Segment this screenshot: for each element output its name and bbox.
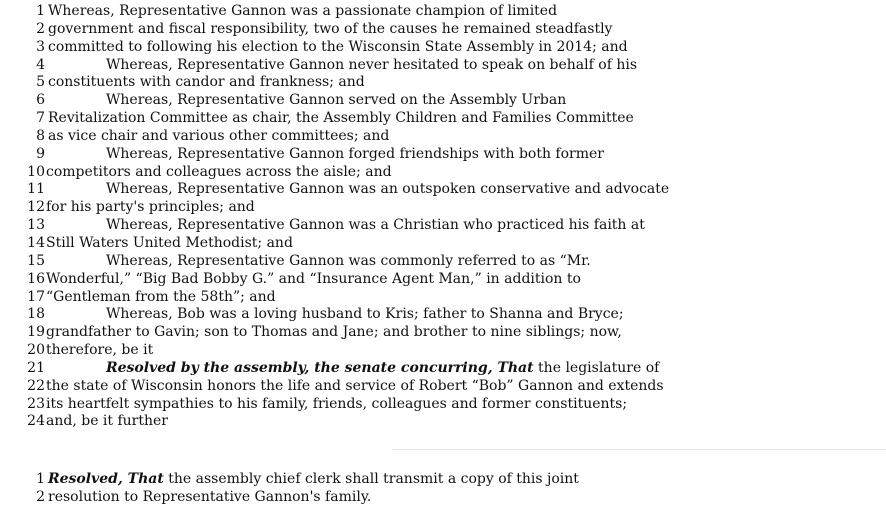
line	[24, 164, 874, 182]
line-text: Whereas, Representative Gannon served on the Assembly Urban	[106, 92, 567, 109]
line	[24, 396, 874, 414]
resolved-clause: Resolved by the assembly, the senate concurring, That	[106, 359, 534, 376]
line-number: 17	[27, 288, 45, 305]
line-text	[45, 471, 579, 489]
line	[24, 3, 874, 21]
line	[24, 146, 874, 164]
line-number: 15	[27, 252, 45, 269]
resolved-clause: Resolved, That	[48, 471, 164, 487]
line	[24, 199, 874, 217]
line	[24, 217, 874, 235]
line-text: “Gentleman from the 58th”; and	[46, 288, 276, 305]
line-number: 19	[27, 324, 45, 341]
line	[24, 235, 874, 253]
line	[24, 471, 874, 489]
line-text: Whereas, Bob was a loving husband to Kris; father to Shanna and Bryce;	[106, 306, 624, 323]
line	[24, 110, 874, 128]
line-number: 13	[27, 217, 45, 234]
line-number: 18	[27, 306, 45, 323]
line	[24, 489, 874, 507]
line-text: the state of Wisconsin honors the life and service of Robert “Bob” Gannon and extends	[46, 377, 664, 394]
line	[24, 74, 874, 92]
line-text: Whereas, Representative Gannon never hesitated to speak on behalf of his	[106, 56, 638, 73]
line-text: resolution to Representative Gannon's family.	[48, 488, 372, 505]
line	[24, 342, 874, 360]
line-number: 21	[27, 359, 45, 376]
line-number: 11	[27, 181, 45, 198]
line-number: 3	[36, 38, 45, 55]
line-number: 16	[27, 270, 45, 287]
line-text	[45, 360, 659, 378]
line-text: committed to following his election to the Wisconsin State Assembly in 2014; and	[48, 38, 628, 55]
line-text: government and fiscal responsibility, two of the causes he remained steadfastly	[48, 20, 613, 37]
line-text: competitors and colleagues across the aisle; and	[46, 163, 392, 180]
line-number: 8	[36, 127, 45, 144]
line-number: 9	[36, 145, 45, 162]
line-text: and, be it further	[46, 413, 168, 430]
section-divider	[392, 449, 886, 450]
line	[24, 306, 874, 324]
line-number: 10	[27, 163, 45, 180]
line-text: as vice chair and various other committees; and	[48, 127, 390, 144]
line-text: grandfather to Gavin; son to Thomas and Jane; and brother to nine siblings; now,	[46, 324, 622, 341]
line-number: 12	[27, 199, 45, 216]
line-text: Whereas, Representative Gannon was commonly referred to as “Mr.	[106, 252, 591, 269]
line	[24, 57, 874, 75]
resolution-text-second	[24, 471, 874, 507]
line-number: 4	[36, 56, 45, 73]
line	[24, 39, 874, 57]
line-text: for his party's principles; and	[46, 199, 255, 216]
line	[24, 413, 874, 431]
line-number: 2	[36, 488, 45, 505]
line	[24, 324, 874, 342]
line	[24, 360, 874, 378]
line-text: Whereas, Representative Gannon was an outspoken conservative and advocate	[106, 181, 670, 198]
line	[24, 128, 874, 146]
line-number: 1	[36, 471, 45, 487]
line-text: Whereas, Representative Gannon was a Christian who practiced his faith at	[106, 217, 645, 234]
line-text: Wonderful,” “Big Bad Bobby G.” and “Insurance Agent Man,” in addition to	[46, 270, 581, 287]
line-number: 1	[36, 3, 45, 19]
line-text: Whereas, Representative Gannon was a passionate champion of limited	[48, 3, 558, 19]
line	[24, 289, 874, 307]
line-number: 14	[27, 234, 45, 251]
line-number: 22	[27, 377, 45, 394]
line-text: its heartfelt sympathies to his family, friends, colleagues and former constituents;	[46, 395, 628, 412]
line-text: Whereas, Representative Gannon forged friendships with both former	[106, 145, 604, 162]
line-number: 20	[27, 342, 45, 359]
line-text: constituents with candor and frankness; and	[48, 74, 365, 91]
line-text: Revitalization Committee as chair, the Assembly Children and Families Committee	[48, 110, 634, 127]
line	[24, 21, 874, 39]
line	[24, 378, 874, 396]
line	[24, 271, 874, 289]
line-number: 5	[36, 74, 45, 91]
line-number: 6	[36, 92, 45, 109]
line-text: therefore, be it	[46, 342, 154, 359]
line-text-rest: the assembly chief clerk shall transmit a copy of this joint	[163, 471, 579, 487]
line-number: 24	[27, 413, 45, 430]
line	[24, 253, 874, 271]
line-text-rest: the legislature of	[533, 359, 660, 376]
resolution-text	[24, 3, 874, 431]
line-text: Still Waters United Methodist; and	[46, 234, 293, 251]
line	[24, 181, 874, 199]
line-number: 23	[27, 395, 45, 412]
line-number: 7	[36, 110, 45, 127]
line-number: 2	[36, 20, 45, 37]
line	[24, 92, 874, 110]
